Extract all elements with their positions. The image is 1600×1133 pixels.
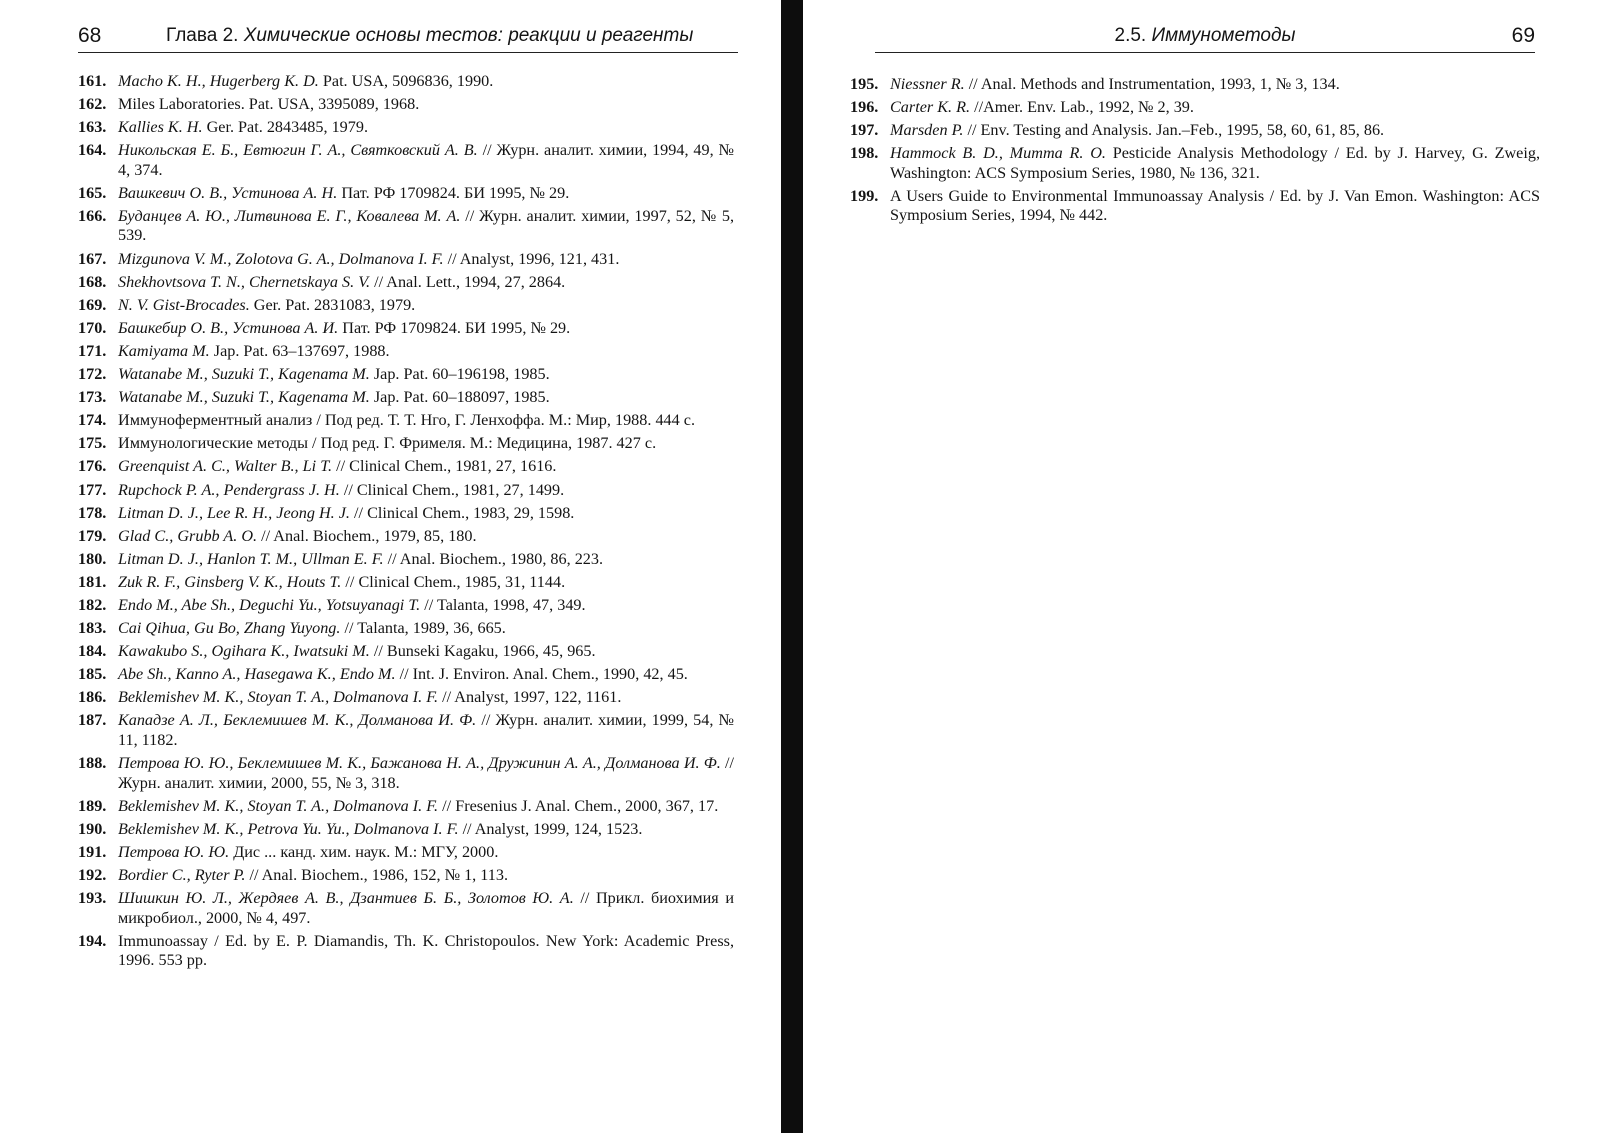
reference-text: // Журн. аналит. химии, 2000, 55, № 3, 318.: [118, 754, 735, 792]
reference-text: Jap. Pat. 60–188097, 1985.: [369, 388, 550, 407]
reference-text: Пат. РФ 1709824. БИ 1995, № 29.: [337, 183, 570, 202]
reference-number: 165.: [78, 183, 107, 202]
reference-item: [78, 866, 734, 886]
reference-list-left: [78, 72, 734, 974]
reference-item: [78, 319, 734, 339]
reference-number: 182.: [78, 595, 107, 614]
reference-text: // Fresenius J. Anal. Chem., 2000, 367, 17.: [438, 796, 719, 815]
reference-text: // Analyst, 1997, 122, 1161.: [438, 688, 622, 707]
reference-item: [78, 642, 734, 662]
reference-number: 169.: [78, 295, 107, 314]
reference-text: Jap. Pat. 60–196198, 1985.: [369, 365, 550, 384]
reference-authors: Endo M., Abe Sh., Deguchi Yu., Yotsuyanagi T.: [118, 595, 421, 614]
reference-item: [78, 504, 734, 524]
reference-authors: Beklemishev M. K., Petrova Yu. Yu., Dolmanova I. F.: [118, 819, 459, 838]
chapter-label: Глава 2.: [166, 25, 239, 46]
reference-text: Miles Laboratories. Pat. USA, 3395089, 1968.: [118, 95, 420, 114]
reference-authors: Петрова Ю. Ю., Беклемишев М. К., Бажанова Н. А., Дружинин А. А., Долманова И. Ф.: [118, 754, 721, 773]
reference-text: // Clinical Chem., 1985, 31, 1144.: [341, 572, 566, 591]
reference-number: 191.: [78, 842, 107, 861]
reference-item: [78, 72, 734, 92]
reference-text: // Журн. аналит. химии, 1997, 52, № 5, 539.: [118, 206, 734, 245]
section-heading: [875, 22, 1535, 50]
reference-number: 171.: [78, 341, 107, 360]
reference-authors: Rupchock P. A., Pendergrass J. H.: [118, 480, 340, 499]
reference-authors: Cai Qihua, Gu Bo, Zhang Yuyong.: [118, 619, 341, 638]
reference-item: [78, 550, 734, 570]
reference-text: // Журн. аналит. химии, 1999, 54, № 11, 1182.: [118, 711, 734, 749]
reference-authors: Litman D. J., Lee R. H., Jeong H. J.: [118, 503, 350, 522]
reference-number: 196.: [850, 98, 879, 117]
reference-authors: Вашкевич О. В., Устинова А. Н.: [118, 183, 338, 202]
reference-number: 168.: [78, 272, 107, 291]
reference-authors: Кападзе А. Л., Беклемишев М. К., Долманова И. Ф.: [118, 711, 477, 730]
reference-item: [78, 843, 734, 863]
reference-authors: N. V. Gist-Brocades.: [118, 295, 250, 314]
reference-number: 193.: [78, 889, 107, 907]
page-number-right: 69: [1511, 24, 1535, 47]
reference-number: 198.: [850, 144, 879, 163]
reference-text: // Env. Testing and Analysis. Jan.–Feb., 1995, 58, 60, 61, 85, 86.: [963, 121, 1385, 140]
reference-authors: Litman D. J., Hanlon T. M., Ullman E. F.: [118, 549, 384, 568]
reference-number: 183.: [78, 619, 107, 638]
reference-number: 181.: [78, 572, 107, 591]
reference-item: [78, 95, 734, 115]
reference-number: 174.: [78, 411, 107, 430]
reference-text: Jap. Pat. 63–137697, 1988.: [209, 341, 390, 360]
reference-authors: Петрова Ю. Ю.: [118, 842, 230, 861]
reference-number: 188.: [78, 754, 107, 773]
reference-number: 177.: [78, 480, 107, 499]
reference-number: 173.: [78, 388, 107, 407]
reference-text: //Amer. Env. Lab., 1992, № 2, 39.: [970, 98, 1194, 117]
book-gutter: [781, 0, 803, 1133]
chapter-heading: [166, 22, 693, 50]
reference-text: // Int. J. Environ. Anal. Chem., 1990, 42, 45.: [395, 665, 688, 684]
reference-item: [78, 457, 734, 477]
reference-number: 195.: [850, 75, 879, 93]
reference-number: 162.: [78, 95, 107, 114]
reference-item: [78, 665, 734, 685]
reference-text: // Журн. аналит. химии, 1994, 49, № 4, 374.: [118, 141, 734, 179]
right-page: [805, 0, 1600, 1133]
reference-authors: Kamiyama M.: [118, 341, 210, 360]
reference-number: 167.: [78, 249, 107, 268]
reference-item: [78, 711, 734, 750]
reference-text: // Прикл. биохимия и микробиол., 2000, № 4, 497.: [118, 889, 735, 927]
section-title: Иммунометоды: [1151, 25, 1296, 46]
reference-number: 175.: [78, 434, 107, 453]
reference-text: // Anal. Methods and Instrumentation, 1993, 1, № 3, 134.: [964, 75, 1340, 93]
reference-number: 192.: [78, 865, 107, 884]
reference-item: [78, 797, 734, 817]
reference-item: [78, 250, 734, 270]
right-running-header: [875, 22, 1535, 53]
reference-text: // Talanta, 1989, 36, 665.: [340, 619, 506, 638]
section-label: 2.5.: [1114, 25, 1147, 46]
reference-text: // Anal. Biochem., 1980, 86, 223.: [383, 549, 604, 568]
reference-item: [850, 75, 1540, 95]
reference-item: [78, 184, 734, 204]
reference-text: // Anal. Lett., 1994, 27, 2864.: [370, 272, 566, 291]
reference-number: 170.: [78, 318, 107, 337]
reference-item: [78, 527, 734, 547]
reference-authors: Watanabe M., Suzuki T., Kagenama M.: [118, 365, 370, 384]
reference-item: [78, 481, 734, 501]
reference-authors: Glad C., Grubb A. O.: [118, 526, 258, 545]
reference-number: 161.: [78, 72, 107, 90]
reference-authors: Kallies K. H.: [118, 118, 203, 137]
reference-number: 185.: [78, 665, 107, 684]
reference-item: [850, 98, 1540, 118]
reference-authors: Greenquist A. C., Walter B., Li T.: [118, 457, 333, 476]
reference-text: Иммунологические методы / Под ред. Г. Фримеля. М.: Медицина, 1987. 427 с.: [118, 434, 657, 453]
reference-item: [78, 342, 734, 362]
reference-text: // Analyst, 1999, 124, 1523.: [458, 819, 643, 838]
reference-text: // Bunseki Kagaku, 1966, 45, 965.: [369, 642, 596, 661]
reference-text: // Clinical Chem., 1983, 29, 1598.: [349, 503, 575, 522]
reference-item: [78, 365, 734, 385]
reference-number: 166.: [78, 206, 107, 225]
reference-number: 164.: [78, 141, 107, 160]
reference-authors: Marsden P.: [890, 121, 964, 140]
reference-item: [78, 273, 734, 293]
reference-item: [78, 388, 734, 408]
reference-number: 187.: [78, 711, 107, 730]
reference-number: 186.: [78, 688, 107, 707]
reference-item: [78, 573, 734, 593]
reference-text: // Anal. Biochem., 1986, 152, № 1, 113.: [245, 865, 508, 884]
reference-number: 199.: [850, 186, 879, 205]
reference-authors: Watanabe M., Suzuki T., Kagenama M.: [118, 388, 370, 407]
reference-authors: Zuk R. F., Ginsberg V. K., Houts T.: [118, 572, 342, 591]
reference-item: [78, 889, 734, 928]
reference-list-right: [850, 75, 1540, 229]
reference-text: Immunoassay / Ed. by E. P. Diamandis, Th. K. Christopoulos. New York: Academic Press, 1996. 553 pp.: [118, 931, 734, 970]
reference-text: Дис ... канд. хим. наук. М.: МГУ, 2000.: [229, 842, 499, 861]
reference-item: [78, 688, 734, 708]
left-running-header: [78, 22, 738, 53]
reference-authors: Буданцев А. Ю., Литвинова Е. Г., Ковалева М. А.: [118, 206, 461, 225]
reference-authors: Beklemishev M. K., Stoyan T. A., Dolmanova I. F.: [118, 688, 439, 707]
reference-number: 176.: [78, 457, 107, 476]
reference-item: [78, 754, 734, 793]
reference-item: [78, 932, 734, 971]
reference-authors: Башкебир О. В., Устинова А. И.: [118, 318, 339, 337]
reference-item: [78, 411, 734, 431]
reference-number: 163.: [78, 118, 107, 137]
page-number-left: 68: [78, 24, 102, 47]
reference-number: 180.: [78, 549, 107, 568]
reference-item: [78, 820, 734, 840]
reference-authors: Niessner R.: [890, 75, 965, 93]
reference-text: Пат. РФ 1709824. БИ 1995, № 29.: [338, 318, 571, 337]
left-page: [0, 0, 780, 1133]
reference-number: 178.: [78, 503, 107, 522]
reference-number: 194.: [78, 931, 107, 950]
reference-item: [850, 144, 1540, 183]
reference-authors: Bordier C., Ryter P.: [118, 865, 246, 884]
reference-text: // Analyst, 1996, 121, 431.: [443, 249, 620, 268]
reference-authors: Mizgunova V. M., Zolotova G. A., Dolmanova I. F.: [118, 249, 444, 268]
reference-authors: Beklemishev M. K., Stoyan T. A., Dolmanova I. F.: [118, 796, 439, 815]
reference-text: // Talanta, 1998, 47, 349.: [420, 595, 586, 614]
reference-item: [78, 118, 734, 138]
reference-item: [78, 596, 734, 616]
reference-text: Pesticide Analysis Methodology / Ed. by J. Harvey, G. Zweig, Washington: ACS Symposium Series, 1980, № 136, 321.: [890, 144, 1541, 182]
reference-number: 172.: [78, 365, 107, 384]
reference-authors: Kawakubo S., Ogihara K., Iwatsuki M.: [118, 642, 370, 661]
reference-item: [78, 207, 734, 246]
reference-authors: Abe Sh., Kanno A., Hasegawa K., Endo M.: [118, 665, 396, 684]
reference-number: 179.: [78, 526, 107, 545]
reference-text: Pat. USA, 5096836, 1990.: [318, 72, 494, 90]
reference-item: [78, 141, 734, 180]
reference-item: [78, 619, 734, 639]
reference-text: // Clinical Chem., 1981, 27, 1616.: [332, 457, 557, 476]
reference-text: // Clinical Chem., 1981, 27, 1499.: [339, 480, 565, 499]
reference-number: 184.: [78, 642, 107, 661]
reference-item: [78, 296, 734, 316]
reference-text: // Anal. Biochem., 1979, 85, 180.: [257, 526, 477, 545]
reference-authors: Shekhovtsova T. N., Chernetskaya S. V.: [118, 272, 371, 291]
reference-item: [850, 187, 1540, 226]
chapter-title: Химические основы тестов: реакции и реагенты: [243, 25, 694, 46]
reference-number: 197.: [850, 121, 879, 140]
reference-number: 190.: [78, 819, 107, 838]
reference-authors: Carter K. R.: [890, 98, 971, 117]
reference-text: Иммуноферментный анализ / Под ред. Т. Т. Нго, Г. Ленхоффа. М.: Мир, 1988. 444 с.: [118, 411, 696, 430]
reference-authors: Никольская Е. Б., Евтюгин Г. А., Святковский А. В.: [118, 141, 478, 160]
reference-authors: Macho K. H., Hugerberg K. D.: [118, 72, 319, 90]
reference-item: [850, 121, 1540, 141]
reference-authors: Hammock B. D., Mumma R. O.: [890, 144, 1106, 163]
reference-item: [78, 434, 734, 454]
reference-text: Ger. Pat. 2831083, 1979.: [249, 295, 416, 314]
reference-authors: Шишкин Ю. Л., Жердяев А. В., Дзантиев Б. Б., Золотов Ю. А.: [118, 889, 574, 907]
reference-text: Ger. Pat. 2843485, 1979.: [202, 118, 369, 137]
reference-text: A Users Guide to Environmental Immunoassay Analysis / Ed. by J. Van Emon. Washington: ACS Symposium Series, 1994, № 442.: [890, 186, 1540, 225]
reference-number: 189.: [78, 796, 107, 815]
